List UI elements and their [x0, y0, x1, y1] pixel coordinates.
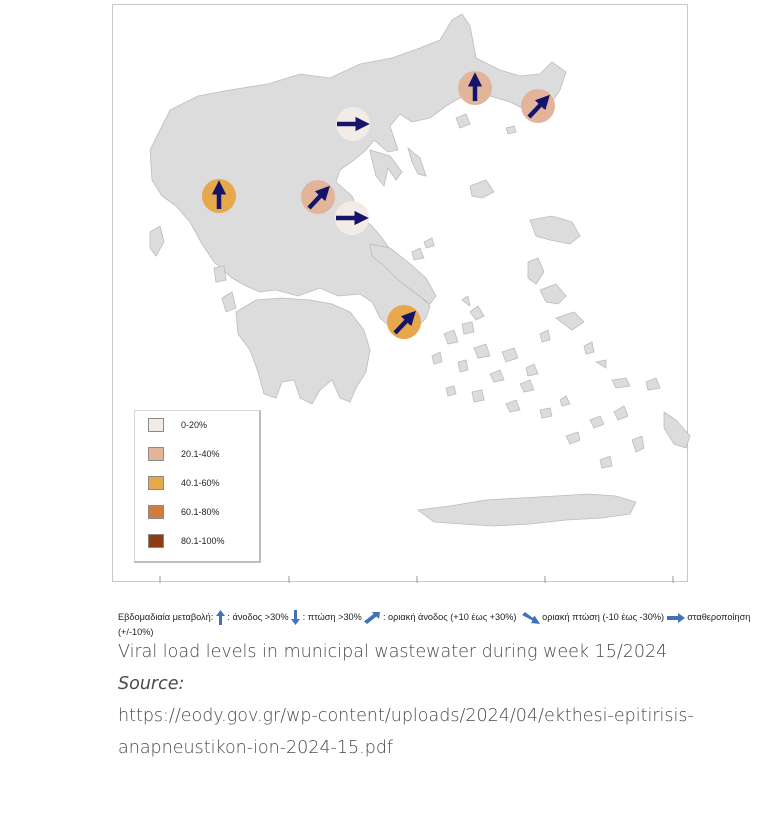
marker-central [301, 180, 335, 214]
legend-item [148, 418, 207, 432]
source-url-line-1[interactable]: https://eody.gov.gr/wp-content/uploads/2024/04/ekthesi-epitirisis- [118, 706, 694, 726]
caption-text: Viral load levels in municipal wastewater during week 15/2024 [118, 642, 668, 662]
legend-label: 80.1-100% [181, 536, 225, 546]
arrow-down-right-icon [522, 612, 540, 624]
axis-ticks [160, 576, 673, 583]
arrow-up-icon [216, 610, 225, 625]
source-label: Source: [118, 674, 185, 694]
legend-item [148, 476, 220, 490]
marker-thrace [521, 89, 555, 123]
down-strong-label: : πτώση >30% [302, 612, 362, 623]
caption [118, 636, 758, 764]
legend-label: 40.1-60% [181, 478, 220, 488]
arrow-down-icon [291, 610, 300, 625]
down-marginal-label: οριακή πτώση (-10 έως -30%) [542, 612, 665, 623]
legend-label: 0-20% [181, 420, 208, 430]
change-legend-title: Εβδομαδιαία μεταβολή: [118, 612, 214, 623]
map-legend [134, 410, 261, 563]
legend-label: 20.1-40% [181, 449, 220, 459]
legend-label: 60.1-80% [181, 507, 220, 517]
legend-item [148, 447, 220, 461]
marker-volos [335, 201, 369, 235]
stable-label: σταθεροποίηση (+/-10%) [118, 612, 751, 638]
marker-thessaloniki [336, 107, 370, 141]
legend-item [148, 505, 220, 519]
legend-item [148, 534, 225, 548]
marker-nw [202, 179, 236, 213]
source-url-line-2[interactable]: anapneustikon-ion-2024-15.pdf [118, 738, 394, 758]
legend-swatch [148, 476, 164, 490]
up-strong-label: : άνοδος >30% [227, 612, 289, 623]
up-marginal-label: : οριακή άνοδος (+10 έως +30%) [382, 612, 517, 623]
legend-swatch [148, 418, 164, 432]
legend-swatch [148, 505, 164, 519]
arrow-up-right-icon [364, 612, 380, 624]
legend-swatch [148, 447, 164, 461]
marker-attica [387, 305, 421, 339]
arrow-right-icon [667, 613, 685, 623]
legend-swatch [148, 534, 164, 548]
marker-east-macedonia [458, 71, 492, 105]
